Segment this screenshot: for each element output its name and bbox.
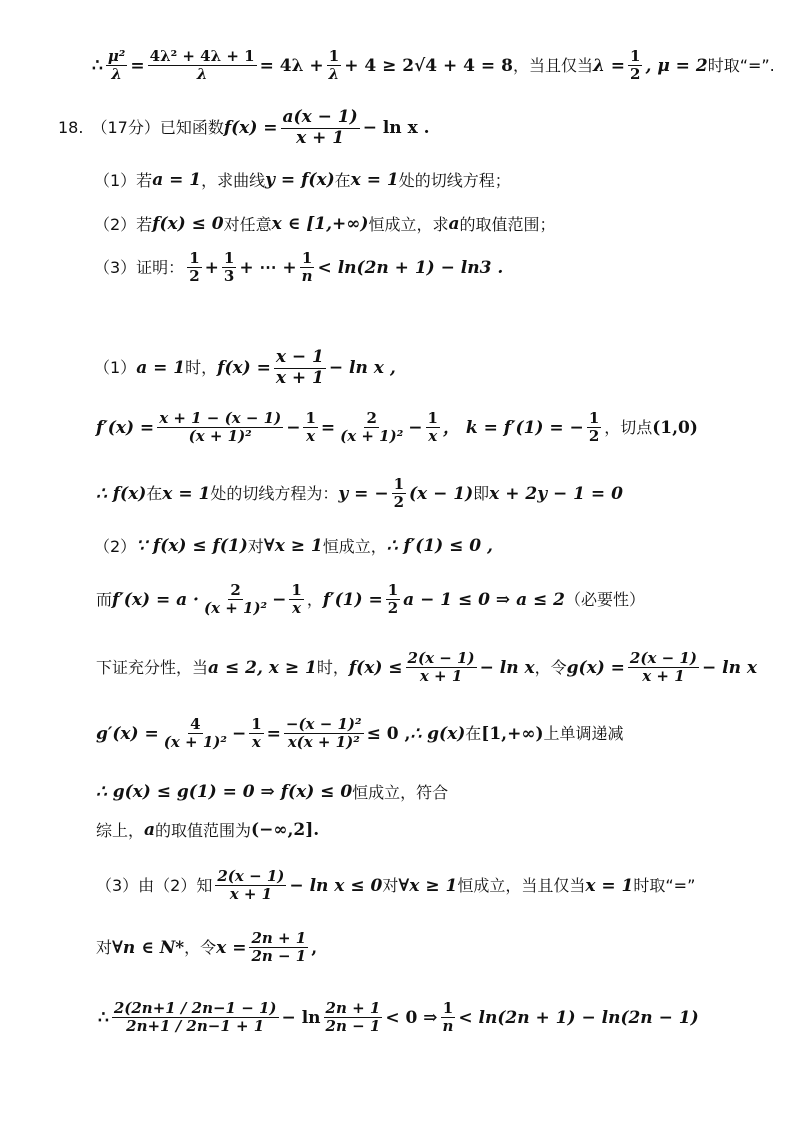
compound-fraction: $\frac{2(2n+1 / 2n-1 - 1)}{2n+1 / 2n-1 + 1}$ <box>113 999 277 1036</box>
solution-part-1-start: （1） a = 1 时， f(x) = $\frac{x - 1}{x + 1}$ − ln x , <box>94 347 396 388</box>
solution-derivative-line: f′(x) = $\frac{x + 1 - (x - 1)}{\text{(x + 1)²}}$ − $\frac{1}{x}$ = $\frac{2}{\text{(x + 1)²}}$ − $\frac{1}{x}$ ， k = f′(1) = − $\frac{1}{2}$ ，切点 (1,0) <box>96 409 698 446</box>
solution-sufficiency-line: 下证充分性，当 a ≤ 2, x ≥ 1 时， f(x) ≤ $\frac{2(x - 1)}{x + 1}$ − ln x ，令 g(x) = $\frac{2(x - 1)}{x + 1}$ − ln x <box>96 649 757 686</box>
solution-part-3-start: （3）由（2）知 $\frac{2(x - 1)}{x + 1}$ − ln x ≤ 0 对 ∀x ≥ 1 恒成立，当且仅当 x = 1 时取“=” <box>96 867 696 904</box>
solution-necessity-line: 而 f′(x) = a · $\frac{2}{\text{(x + 1)²}}$ − $\frac{1}{x}$ ， f′(1) = $\frac{1}{2}$ a − 1 ≤ 0 ⇒ a ≤ 2 （必要性） <box>96 581 646 618</box>
fraction: $\frac{1}{2}$ <box>588 409 600 446</box>
fraction: $\frac{1}{\lambda}$ <box>328 47 340 84</box>
fraction: $\frac{1}{2}$ <box>630 47 641 84</box>
fraction: $\frac{x - 1}{x + 1}$ <box>275 347 324 388</box>
fraction: $\frac{1}{x}$ <box>305 409 316 446</box>
solution-line-1: ∴ $\frac{\text{μ²}}{\lambda}$ = $\frac{\text{4λ² + 4λ + 1}}{\lambda}$ = 4λ + $\frac{1}{\lambda}$ + 4 ≥ 2√4 + 4 = 8 ，当且仅当 λ = $\frac{1}{2}$ , μ = 2 时取“=”. <box>92 47 775 84</box>
solution-substitution-line: 对 ∀n ∈ N* ，令 x = $\frac{2n + 1}{2n - 1}$ , <box>96 929 318 966</box>
fraction: $\frac{1}{x}$ <box>251 715 262 752</box>
solution-final-line: ∴ $\frac{2(2n+1 / 2n-1 - 1)}{2n+1 / 2n-1 + 1}$ − ln $\frac{2n + 1}{2n - 1}$ < 0 ⇒ $\frac{1}{n}$ < ln(2n + 1) − ln(2n − 1) <box>98 999 699 1036</box>
fraction: $\frac{2n + 1}{2n - 1}$ <box>325 999 381 1036</box>
fraction: $\frac{x + 1 - (x - 1)}{\text{(x + 1)²}}$ <box>159 409 282 446</box>
fraction: $\frac{1}{n}$ <box>301 249 313 286</box>
fraction: $\frac{1}{x}$ <box>427 409 438 446</box>
fraction: $\frac{4}{\text{(x + 1)²}}$ <box>163 715 227 752</box>
fraction: $\frac{\text{4λ² + 4λ + 1}}{\lambda}$ <box>149 47 255 84</box>
fraction: $\frac{1}{2}$ <box>393 475 404 512</box>
fraction: $\frac{\text{μ²}}{\lambda}$ <box>107 47 126 84</box>
question-number: 18. <box>58 118 84 138</box>
fraction: $\frac{1}{2}$ <box>189 249 200 286</box>
solution-tangent-line: ∴ f(x) 在 x = 1 处的切线方程为： y = − $\frac{1}{2}$ (x − 1) 即 x + 2y − 1 = 0 <box>96 475 623 512</box>
fraction: $\frac{2n + 1}{2n - 1}$ <box>251 929 307 966</box>
fraction: $\frac{1}{2}$ <box>387 581 399 618</box>
problem-part-2: （2）若 f(x) ≤ 0 对任意 x ∈ [1,+∞) 恒成立，求 a 的取值范围； <box>94 214 556 234</box>
problem-18-header: 18. （17分）已知函数 f(x) = $\frac{a(x - 1)}{x + 1}$ − ln x . <box>58 107 430 148</box>
therefore-symbol: ∴ <box>92 55 103 76</box>
problem-part-3: （3）证明： $\frac{1}{2}$ + $\frac{1}{3}$ + ⋯ + $\frac{1}{n}$ < ln(2n + 1) − ln3 . <box>94 249 504 286</box>
fraction: $\frac{2}{\text{(x + 1)²}}$ <box>203 581 268 618</box>
fraction: $\frac{a(x - 1)}{x + 1}$ <box>282 107 358 148</box>
fraction: $\frac{1}{3}$ <box>223 249 235 286</box>
solution-g-derivative-line: g′(x) = $\frac{4}{\text{(x + 1)²}}$ − $\frac{1}{x}$ = $\frac{\text{−(x − 1)²}}{\text{x(x + 1)²}}$ ≤ 0 , ∴ g(x) 在 [1,+∞) 上单调递减 <box>96 715 624 752</box>
solution-part-2-start: （2） ∵ f(x) ≤ f(1) 对 ∀x ≥ 1 恒成立， ∴ f′(1) ≤ 0 , <box>94 536 493 556</box>
fraction: $\frac{2(x - 1)}{x + 1}$ <box>407 649 475 686</box>
solution-conclusion-line: ∴ g(x) ≤ g(1) = 0 ⇒ f(x) ≤ 0 恒成立，符合 <box>96 782 449 802</box>
fraction: $\frac{1}{x}$ <box>291 581 302 618</box>
fraction: $\frac{2(x - 1)}{x + 1}$ <box>629 649 697 686</box>
fraction: $\frac{1}{n}$ <box>442 999 454 1036</box>
fraction: $\frac{2}{\text{(x + 1)²}}$ <box>340 409 404 446</box>
fraction: $\frac{2(x - 1)}{x + 1}$ <box>217 867 285 904</box>
fraction: $\frac{\text{−(x − 1)²}}{\text{x(x + 1)²}}$ <box>285 715 362 752</box>
problem-part-1: （1）若 a = 1 ，求曲线 y = f(x) 在 x = 1 处的切线方程； <box>94 170 511 190</box>
solution-range-line: 综上， a 的取值范围为 (−∞,2]. <box>96 820 320 840</box>
